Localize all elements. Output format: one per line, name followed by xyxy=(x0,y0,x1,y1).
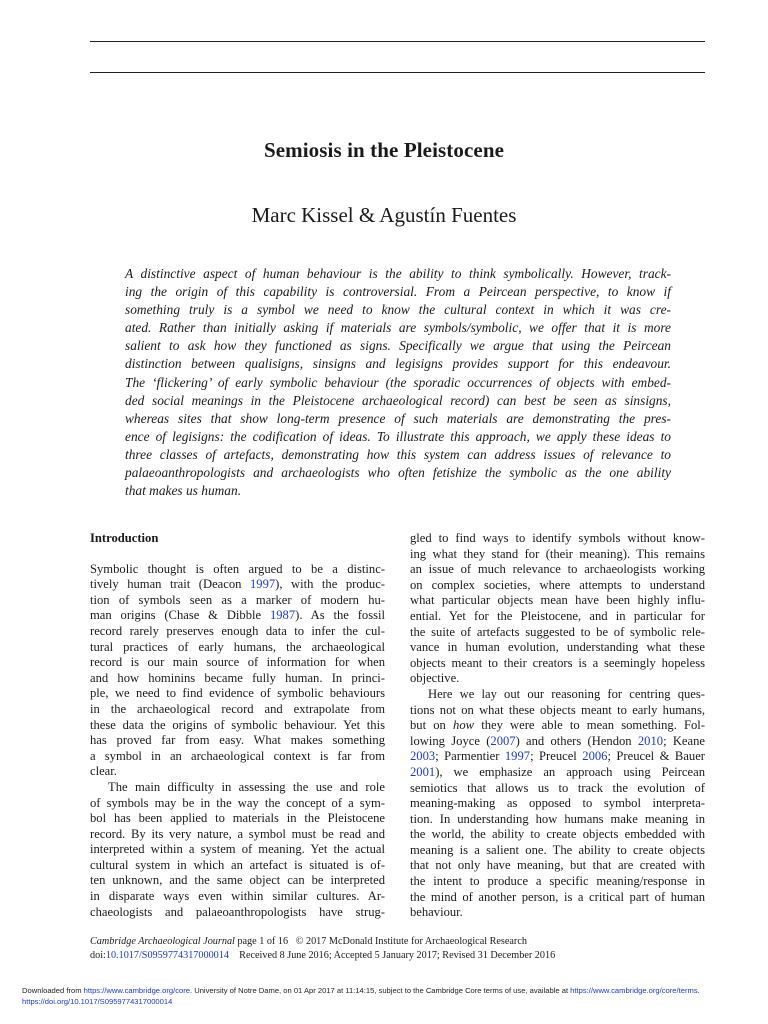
abstract-line: ded social meanings in the Pleistocene archaeological record) can best be seen as sinsigns, xyxy=(125,392,671,408)
header-rule-bottom xyxy=(90,72,705,73)
text-line: on complex societies, where attempts to understand xyxy=(410,577,705,592)
text-line: chaeologists and palaeoanthropologists have strug- xyxy=(90,904,385,919)
text-line: has proved far from easy. What makes something xyxy=(90,733,385,748)
page-number: page 1 of 16 xyxy=(234,936,289,947)
text-line: what particular objects mean have been highly influ- xyxy=(410,593,705,608)
abstract-line: salient to ask how they functioned as signs. Specifically we argue that using the Peircean xyxy=(125,338,671,354)
text-line: tion of symbols seen as a marker of modern hu- xyxy=(90,592,385,607)
text-line: the mind of another person, is a critical part of human xyxy=(410,889,705,904)
text-line: these data the origins of symbolic behaviour. Yet this xyxy=(90,717,385,732)
abstract-line: that makes us human. xyxy=(125,483,242,499)
citation-link[interactable]: 2001 xyxy=(410,764,436,779)
article-title: Semiosis in the Pleistocene xyxy=(263,138,505,162)
article-dates: Received 8 June 2016; Accepted 5 January 2017; Revised 31 December 2016 xyxy=(239,949,556,961)
text-line: lowing Joyce (2007) and others (Hendon 2010; Keane xyxy=(410,733,705,748)
citation-link[interactable]: 2006 xyxy=(582,749,608,764)
text-line: ten unknown, and the same object can be interpreted xyxy=(90,873,385,888)
abstract-line: whereas sites that show long-term presence of such materials are demonstrating the pres- xyxy=(125,410,671,426)
download-notice: Downloaded from https://www.cambridge.org/core. University of Notre Dame, on 01 Apr 2017 at 11:14:15, subject to the Cambridge Core terms of use, available at https://www.cambridge.org/core/terms. https://doi.org/10.1017/S0959774317000014 xyxy=(22,986,700,1006)
abstract-line: ence of legisigns: the codification of ideas. To illustrate this approach, we apply these ideas to xyxy=(125,428,671,444)
text-line: Here we lay out our reasoning for centring ques- xyxy=(428,686,705,701)
journal-footer xyxy=(90,935,555,962)
text-line: record rarely preserves enough data to infer the cul- xyxy=(90,623,385,638)
text-line: 2001), we emphasize an approach using Peircean xyxy=(410,764,705,779)
text-line: meaning-making as opposed to symbol interpreta- xyxy=(410,796,705,811)
text-line: interpreted within a system of meaning. Yet the actual xyxy=(90,842,385,857)
text-line: ple, we need to find evidence of symbolic behaviours xyxy=(90,686,385,701)
text-line: Symbolic thought is often argued to be a distinc- xyxy=(90,561,385,576)
header-rule-top xyxy=(90,41,705,42)
text-line: in disparate ways even within similar cultures. Ar- xyxy=(90,889,385,904)
text-line: objective. xyxy=(410,671,460,686)
text-line: objects meant to their creators is a seemingly hopeless xyxy=(410,655,705,670)
citation-link[interactable]: 1997 xyxy=(249,577,276,592)
left-column xyxy=(90,531,385,920)
text-line: clear. xyxy=(90,764,117,779)
citation-link[interactable]: 1997 xyxy=(504,749,531,764)
text-line: an issue of much relevance to archaeologists working xyxy=(410,562,705,577)
citation-link[interactable]: 2003 xyxy=(410,749,436,764)
text-line: in the archaeological record and extrapolate from xyxy=(90,701,385,716)
text-line: tion. In understanding how humans make meaning in xyxy=(410,811,705,826)
article-authors: Marc Kissel & Agustín Fuentes xyxy=(251,203,517,227)
text-line: gled to find ways to identify symbols without know- xyxy=(410,531,705,545)
text-line: cultural system in which an artefact is situated is of- xyxy=(90,857,385,872)
section-heading: Introduction xyxy=(90,531,159,545)
text-line: ential. Yet for the Pleistocene, and in particular for xyxy=(410,608,705,623)
text-line: The main difficulty in assessing the use and role xyxy=(108,779,385,794)
abstract-line: three classes of artefacts, demonstrating how this system can address issues of relevance to xyxy=(125,446,671,462)
text-line: the world, the ability to create objects embedded with xyxy=(410,827,705,842)
text-line: tural practices of early humans, the archaeological xyxy=(90,639,385,654)
citation-link[interactable]: 2007 xyxy=(490,733,516,748)
text-line: behaviour. xyxy=(410,905,463,920)
text-line: the intent to produce a specific meaning/response in xyxy=(410,874,705,889)
abstract-line: distinction between qualisigns, sinsigns and legisigns provides support for this endeavour. xyxy=(125,356,671,372)
text-line: and how hominins became fully human. In princi- xyxy=(90,670,385,685)
text-line: ing what they stand for (their meaning). This remains xyxy=(410,546,705,561)
text-line: but on how they were able to mean something. Fol- xyxy=(410,718,705,733)
text-line: of symbols may be in the way the concept of a sym- xyxy=(90,795,385,810)
text-line: tively human trait (Deacon 1997), with the produc- xyxy=(90,577,385,592)
citation-link[interactable]: 1987 xyxy=(269,608,296,623)
terms-link[interactable]: https://www.cambridge.org/core/terms xyxy=(570,986,698,995)
cambridge-core-link[interactable]: https://www.cambridge.org/core xyxy=(83,986,190,995)
abstract-line: palaeoanthropologists and archaeologists who often fetishize the symbolic as the one ability xyxy=(125,465,671,481)
doi-url-link[interactable]: https://doi.org/10.1017/S0959774317000014 xyxy=(22,997,173,1006)
doi-link[interactable]: 10.1017/S0959774317000014 xyxy=(105,949,229,961)
text-line: bol has been applied to materials in the Pleistocene xyxy=(90,811,385,826)
footer-line-2: doi:10.1017/S0959774317000014 Received 8 June 2016; Accepted 5 January 2017; Revised 31 December 2016 xyxy=(90,949,556,961)
abstract xyxy=(125,265,671,500)
footer-line-1 xyxy=(90,935,555,949)
abstract-line: A distinctive aspect of human behaviour is the ability to think symbolically. However, track- xyxy=(125,266,671,281)
citation-link[interactable]: 2010 xyxy=(637,733,664,748)
text-line: meaning is a salient one. The ability to create objects xyxy=(410,842,705,857)
text-line: the suite of artefacts suggested to be of symbolic rele- xyxy=(410,624,705,639)
text-line: semiotics that allows us to track the evolution of xyxy=(410,780,705,795)
text-line: that not only have meaning, but that are created with xyxy=(410,858,705,873)
text-line: a symbol in an archaeological context is far from xyxy=(90,748,385,763)
text-line: vance in human evolution, understanding what these xyxy=(410,640,705,655)
text-line: record. By its very nature, a symbol must be read and xyxy=(90,826,385,841)
text-line: 2003; Parmentier 1997; Preucel 2006; Preucel & Bauer xyxy=(410,749,705,764)
right-column xyxy=(410,531,705,921)
abstract-line: something truly is a symbol we need to know the cultural context in which it was cre- xyxy=(125,302,671,318)
text-line: record is our main source of information for when xyxy=(90,655,385,670)
text-line: man origins (Chase & Dibble 1987). As the fossil xyxy=(90,608,386,623)
copyright: © 2017 McDonald Institute for Archaeological Research xyxy=(295,936,527,947)
abstract-line: ing the origin of this capability is controversial. From a Peircean perspective, to know if xyxy=(125,284,671,300)
abstract-line: The ‘flickering’ of early symbolic behaviour (the sporadic occurrences of objects with embed- xyxy=(125,374,671,390)
abstract-line: ated. Rather than initially asking if materials are symbols/symbolic, we offer that it is more xyxy=(125,320,671,336)
text-line: tions not on what these objects meant to early humans, xyxy=(410,702,705,717)
journal-name: Cambridge Archaeological Journal xyxy=(90,936,235,947)
